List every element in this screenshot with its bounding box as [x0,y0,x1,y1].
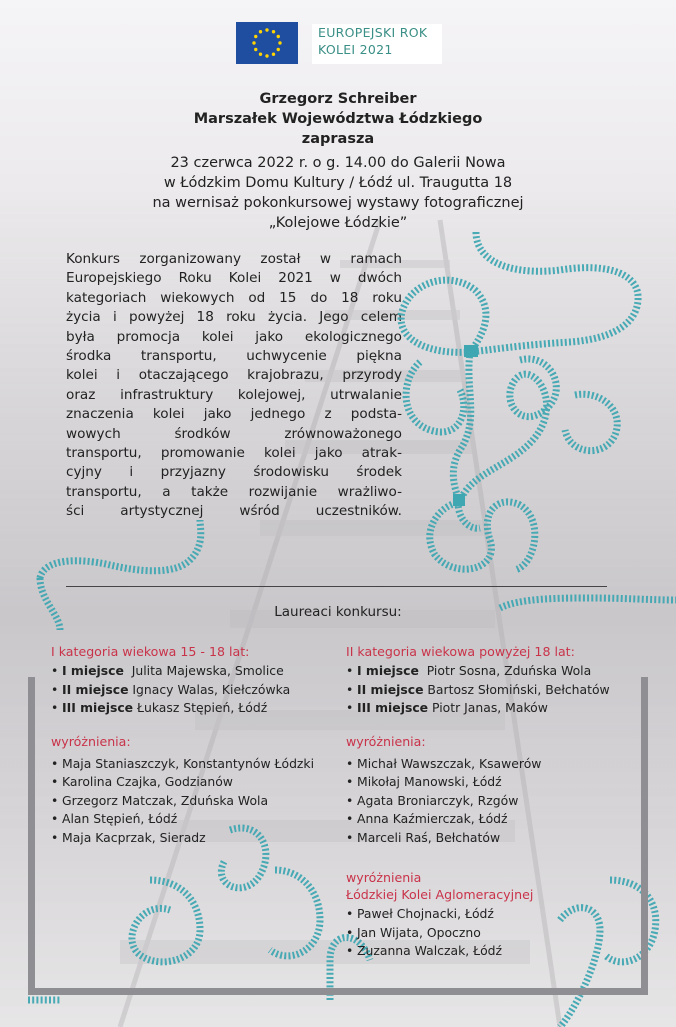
honor-row [51,829,341,848]
description-line: Europejskiego Roku Kolei 2021 w dwóch [66,270,402,287]
eu-star-icon [277,35,280,38]
description-line: była promocja kolei jako ekologicznego [66,328,402,345]
bullet-icon: • [346,774,354,789]
bullet-icon: • [346,943,354,958]
bullet-icon: • [51,663,59,678]
category-2-column [346,642,646,961]
bullet-icon: • [346,755,354,771]
event-date: 23 czerwca 2022 r. o g. 14.00 do Galerii Nowa [170,155,506,171]
description-line: życia i powyżej 18 roku życia. Jego celem [66,309,402,326]
category-2-heading: II kategoria wiekowa powyżej 18 lat: [346,644,575,659]
bullet-icon: • [346,811,354,826]
honor-row [346,905,646,924]
place-row [346,699,646,718]
place-label: II miejsce [357,681,424,697]
honor-row [51,810,341,829]
honoree-name: Zuzanna Walczak, Łódź [357,943,503,958]
category-1-honors-heading: wyróżnienia: [51,733,131,749]
event-location: w Łódzkim Domu Kultury / Łódź ul. Traugutta 18 [163,175,513,191]
honor-row [346,792,646,811]
honor-row [346,924,646,943]
honoree-name: Mikołaj Manowski, Łódź [357,774,502,789]
place-label: II miejsce [62,681,129,697]
honoree-name: Maja Staniaszczyk, Konstantynów Łódzki [62,755,315,771]
description-line: transportu, a także rozwijanie wrażliwo- [66,483,402,500]
eu-text-line1: EUROPEJSKI ROK [318,25,428,40]
description-line: wowych środków zrównoważonego [66,425,402,442]
description-line: oraz infrastruktury kolejowej, utrwalanie [66,386,402,403]
bullet-icon: • [346,829,354,845]
eu-star-icon [252,41,255,44]
invites-text: zaprasza [301,131,375,147]
honoree-name: Alan Stępień, Łódź [62,811,178,826]
bullet-icon: • [346,924,354,940]
honor-row [51,773,341,792]
description-line: znaczenia kolei jako jednego z podsta- [66,406,402,423]
place-row [346,681,646,700]
honor-row [346,755,646,774]
place-label: III miejsce [62,700,134,715]
description-line: cyjny i przyjazny środowisku środek [66,464,402,481]
category-2-honors [346,755,646,848]
winner-name: Piotr Janas, Maków [428,700,548,715]
laureates-title: Laureaci konkursu: [274,604,402,620]
category-1-honors [51,755,341,848]
description-line: Konkurs zorganizowany został w ramach [66,251,402,267]
honoree-name: Grzegorz Matczak, Zduńska Wola [62,792,269,808]
lka-honors [346,905,646,961]
honoree-name: Karolina Czajka, Godzianów [62,774,233,789]
eu-star-icon [254,48,257,51]
honor-row [51,792,341,811]
eu-star-icon [265,54,268,57]
description-line: kolei i otaczającego krajobrazu, przyrody [66,367,402,384]
winner-name: Łukasz Stępień, Łódź [133,700,268,715]
honoree-name: Jan Wijata, Opoczno [357,924,481,940]
description-line: transportu, promowanie kolei jako atrak- [66,445,402,462]
bullet-icon: • [51,700,59,715]
eu-star-icon [272,53,275,56]
honor-row [346,829,646,848]
honoree-name: Agata Broniarczyk, Rzgów [357,792,519,808]
event-type: na wernisaż pokonkursowej wystawy fotograficznej [152,195,524,211]
lka-honors-heading [346,869,646,903]
place-label: III miejsce [357,700,429,715]
eu-text-line2: KOLEI 2021 [318,42,393,57]
place-label: I miejsce [62,663,124,678]
host-name: Grzegorz Schreiber [259,91,417,107]
contest-description [66,250,402,522]
winner-name: Julita Majewska, Smolice [123,663,284,678]
eu-star-icon [272,30,275,33]
bullet-icon: • [51,755,59,771]
winner-name: Bartosz Słomiński, Bełchatów [423,681,610,697]
place-row [346,662,646,681]
bullet-icon: • [51,792,59,808]
eu-star-icon [278,41,281,44]
bullet-icon: • [346,906,354,921]
place-label: I miejsce [357,663,419,678]
eu-star-icon [277,48,280,51]
honoree-name: Marceli Raś, Bełchatów [357,829,501,845]
place-row [51,699,341,718]
bullet-icon: • [346,792,354,808]
eu-flag-icon [236,22,298,64]
category-1-heading: I kategoria wiekowa 15 - 18 lat: [51,644,250,659]
honoree-name: Michał Wawszczak, Ksawerów [357,755,542,771]
eu-star-icon [254,35,257,38]
eu-star-icon [259,53,262,56]
place-row [51,662,341,681]
category-1-places [51,662,341,718]
description-line: środka transportu, uchwycenie piękna [66,348,402,365]
category-2-honors-heading: wyróżnienia: [346,733,426,749]
place-row [51,681,341,700]
european-year-of-rail-logo [312,24,442,64]
bullet-icon: • [51,681,59,697]
winner-name: Piotr Sosna, Zduńska Wola [418,663,592,678]
eu-star-icon [265,28,268,31]
header [0,20,676,70]
invitation-heading [0,89,676,149]
section-divider [66,586,607,587]
description-line: ści artystycznej wśród uczestników. [66,503,402,520]
description-line: kategoriach wiekowych od 15 do 18 roku [66,289,402,306]
eu-star-icon [259,30,262,33]
host-title: Marszałek Województwa Łódzkiego [193,111,483,127]
honoree-name: Anna Kaźmierczak, Łódź [357,811,508,826]
lka-heading-line1: wyróżnienia [346,870,422,885]
bullet-icon: • [346,681,354,697]
bullet-icon: • [346,663,354,678]
lka-heading-line2: Łódzkiej Kolei Aglomeracyjnej [346,887,534,902]
bullet-icon: • [51,774,59,789]
honor-row [346,942,646,961]
honor-row [51,755,341,774]
honor-row [346,810,646,829]
exhibition-title: „Kolejowe Łódzkie” [268,215,408,231]
honoree-name: Paweł Chojnacki, Łódź [357,906,494,921]
category-2-places [346,662,646,718]
honoree-name: Maja Kacprzak, Sieradz [62,829,206,845]
bullet-icon: • [51,811,59,826]
category-1-column [51,642,341,847]
honor-row [346,773,646,792]
event-details [0,153,676,233]
winner-name: Ignacy Walas, Kiełczówka [128,681,291,697]
bullet-icon: • [346,700,354,715]
bullet-icon: • [51,829,59,845]
